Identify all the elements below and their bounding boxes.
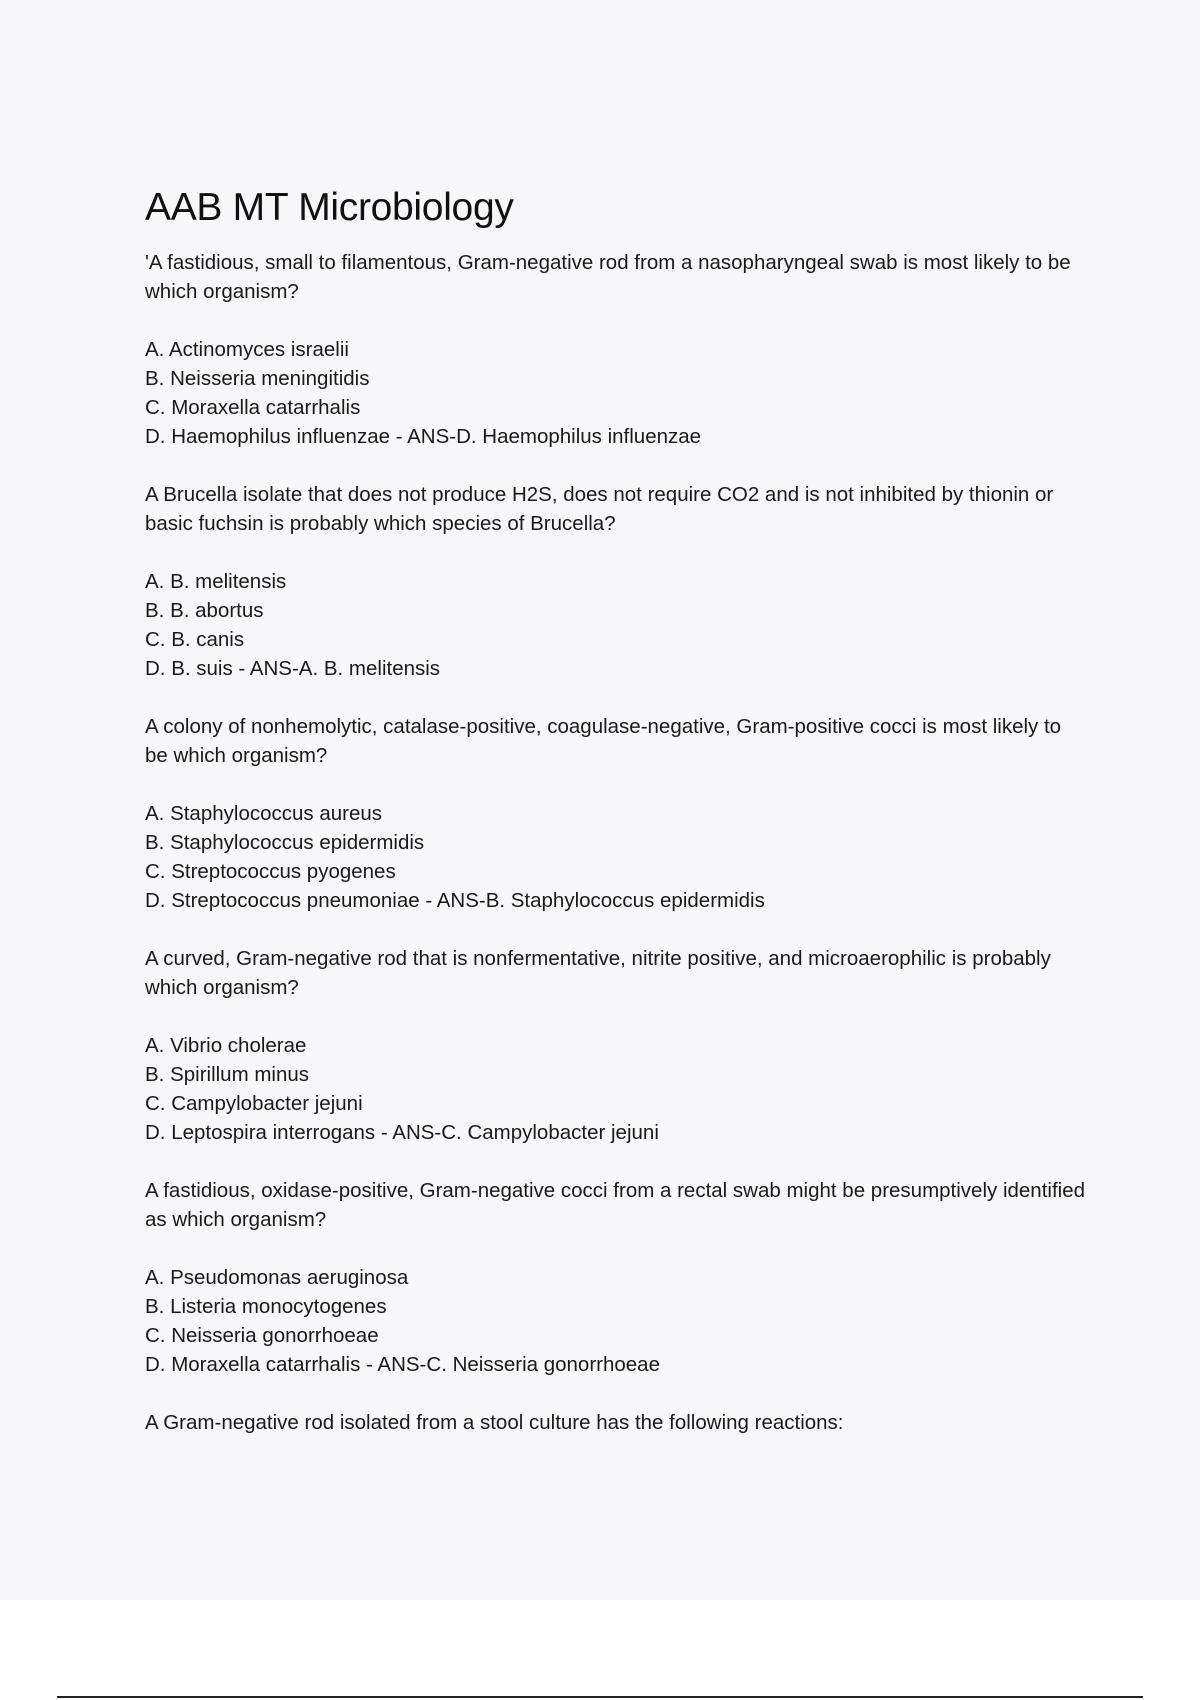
question-3 xyxy=(145,712,1085,915)
option-b: B. Staphylococcus epidermidis xyxy=(145,831,425,854)
option-d-answer: D. Leptospira interrogans - ANS-C. Campylobacter jejuni xyxy=(145,1121,659,1144)
question-5 xyxy=(145,1176,1085,1379)
option-c: C. B. canis xyxy=(145,628,245,651)
question-text: A colony of nonhemolytic, catalase-positive, coagulase-negative, Gram-positive cocci is most likely to be which organism? xyxy=(145,715,1062,767)
question-text: 'A fastidious, small to filamentous, Gram-negative rod from a nasopharyngeal swab is most likely to be which organism? xyxy=(145,251,1071,303)
question-2 xyxy=(145,480,1085,683)
question-6 xyxy=(145,1408,1085,1437)
option-b: B. Listeria monocytogenes xyxy=(145,1295,387,1318)
question-1 xyxy=(145,248,1085,451)
option-b: B. Spirillum minus xyxy=(145,1063,310,1086)
option-b: B. Neisseria meningitidis xyxy=(145,367,370,390)
document-title: AAB MT Microbiology xyxy=(145,186,514,229)
question-text: A Brucella isolate that does not produce H2S, does not require CO2 and is not inhibited by thionin or basic fuchsin is probably which species of Brucella? xyxy=(145,483,1054,535)
option-d-answer: D. Haemophilus influenzae - ANS-D. Haemophilus influenzae xyxy=(145,425,702,448)
option-c: C. Streptococcus pyogenes xyxy=(145,860,396,883)
option-c: C. Neisseria gonorrhoeae xyxy=(145,1324,379,1347)
option-a: A. Staphylococcus aureus xyxy=(145,802,383,825)
document-content xyxy=(145,184,1085,1466)
option-a: A. Actinomyces israelii xyxy=(145,338,349,361)
question-text: A Gram-negative rod isolated from a stool culture has the following reactions: xyxy=(145,1411,844,1434)
question-4 xyxy=(145,944,1085,1147)
option-d-answer: D. Moraxella catarrhalis - ANS-C. Neisseria gonorrhoeae xyxy=(145,1353,660,1376)
option-b: B. B. abortus xyxy=(145,599,264,622)
option-a: A. B. melitensis xyxy=(145,570,287,593)
footer-divider xyxy=(57,1696,1143,1698)
option-d-answer: D. Streptococcus pneumoniae - ANS-B. Staphylococcus epidermidis xyxy=(145,889,765,912)
option-c: C. Campylobacter jejuni xyxy=(145,1092,363,1115)
question-text: A curved, Gram-negative rod that is nonfermentative, nitrite positive, and microaerophilic is probably which organism? xyxy=(145,947,1051,999)
option-a: A. Pseudomonas aeruginosa xyxy=(145,1266,409,1289)
question-text: A fastidious, oxidase-positive, Gram-negative cocci from a rectal swab might be presumptively identified as which organism? xyxy=(145,1179,1086,1231)
option-a: A. Vibrio cholerae xyxy=(145,1034,307,1057)
option-d-answer: D. B. suis - ANS-A. B. melitensis xyxy=(145,657,441,680)
option-c: C. Moraxella catarrhalis xyxy=(145,396,361,419)
